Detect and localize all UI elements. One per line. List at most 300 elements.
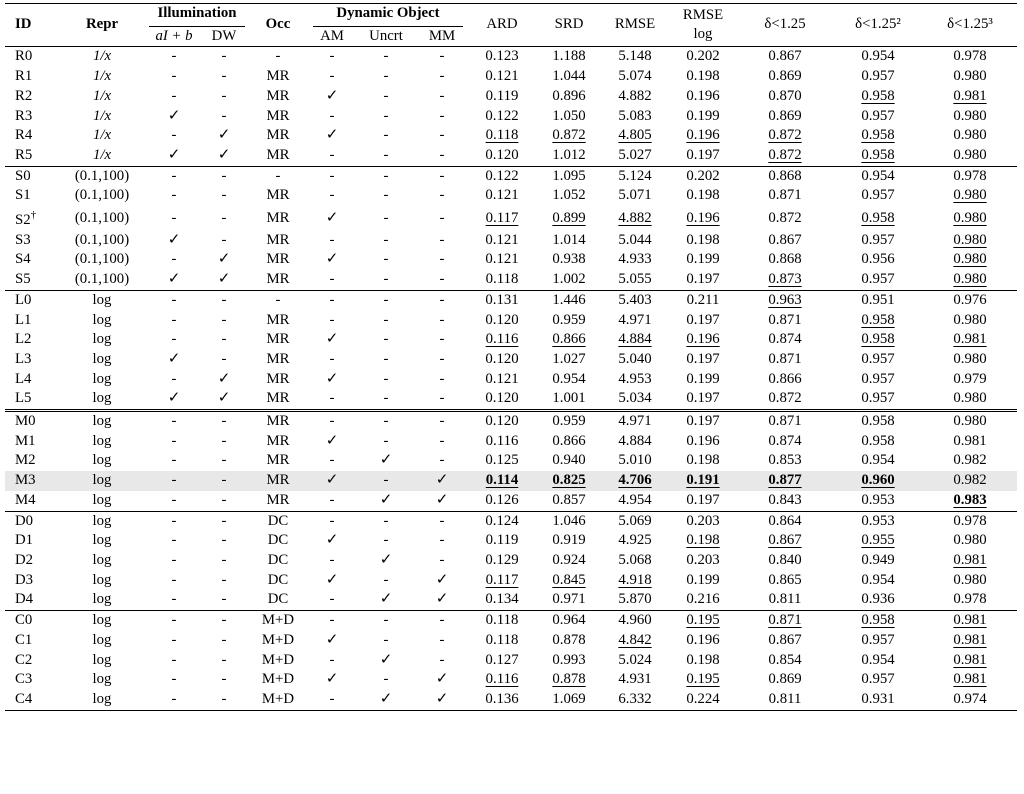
cell-illum-affine-value: - bbox=[171, 331, 177, 348]
cell-occ bbox=[247, 491, 309, 511]
cell-delta3-value: 0.979 bbox=[953, 370, 987, 387]
cell-repr-value: (0.1,100) bbox=[74, 251, 130, 268]
cell-ard-value: 0.114 bbox=[485, 472, 519, 489]
cell-delta2 bbox=[833, 47, 923, 67]
cell-delta1-value: 0.811 bbox=[768, 591, 802, 608]
cell-uncrt bbox=[355, 146, 417, 166]
cell-delta2 bbox=[833, 87, 923, 107]
cell-illum-affine-value: ✓ bbox=[167, 390, 181, 407]
cell-delta3 bbox=[923, 389, 1017, 410]
cell-repr-value: log bbox=[92, 651, 112, 668]
cell-am bbox=[309, 631, 355, 651]
cell-illum-affine bbox=[147, 471, 201, 491]
cell-rmse-value: 4.918 bbox=[618, 571, 652, 588]
cell-srd-value: 1.044 bbox=[552, 68, 586, 85]
cell-delta2 bbox=[833, 330, 923, 350]
cell-repr bbox=[57, 511, 147, 531]
cell-illum-affine-value: - bbox=[171, 127, 177, 144]
cell-am-value: - bbox=[329, 350, 335, 367]
cell-srd-value: 0.899 bbox=[552, 209, 586, 226]
cell-uncrt-value: ✓ bbox=[379, 491, 393, 508]
cell-uncrt-value: - bbox=[383, 350, 389, 367]
cell-repr bbox=[57, 551, 147, 571]
cell-occ-value: MR bbox=[266, 127, 290, 144]
cell-srd bbox=[537, 511, 601, 531]
cell-uncrt-value: - bbox=[383, 512, 389, 529]
cell-ard bbox=[467, 186, 537, 206]
cell-mm-value: ✓ bbox=[435, 472, 449, 489]
cell-uncrt-value: - bbox=[383, 311, 389, 328]
cell-illum-dw-value: - bbox=[221, 432, 227, 449]
cell-delta1-value: 0.871 bbox=[768, 413, 802, 430]
cell-mm bbox=[417, 511, 467, 531]
cell-illum-affine bbox=[147, 47, 201, 67]
cell-delta3 bbox=[923, 311, 1017, 331]
cell-illum-affine-value: - bbox=[171, 551, 177, 568]
cell-occ-value: MR bbox=[266, 432, 290, 449]
cell-am bbox=[309, 370, 355, 390]
cell-rmse bbox=[601, 551, 669, 571]
cell-illum-affine bbox=[147, 370, 201, 390]
cell-rmse-value: 4.931 bbox=[618, 671, 652, 688]
cell-ard-value: 0.119 bbox=[485, 87, 519, 104]
cell-uncrt bbox=[355, 590, 417, 610]
cell-rmse bbox=[601, 451, 669, 471]
cell-id bbox=[5, 491, 57, 511]
cell-mm bbox=[417, 370, 467, 390]
header-id: ID bbox=[5, 4, 57, 47]
cell-uncrt bbox=[355, 311, 417, 331]
cell-id bbox=[5, 166, 57, 186]
table-row bbox=[5, 231, 1017, 251]
cell-delta1-value: 0.873 bbox=[768, 271, 802, 288]
cell-illum-dw bbox=[201, 330, 247, 350]
cell-illum-dw-value: - bbox=[221, 187, 227, 204]
cell-uncrt bbox=[355, 206, 417, 231]
cell-mm-value: - bbox=[439, 68, 445, 85]
cell-rmse bbox=[601, 491, 669, 511]
cell-delta2-value: 0.958 bbox=[861, 146, 895, 163]
header-rmse: RMSE bbox=[601, 4, 669, 47]
table-row bbox=[5, 670, 1017, 690]
cell-id-value: L4 bbox=[15, 370, 32, 387]
cell-rmse-log bbox=[669, 590, 737, 610]
cell-delta3 bbox=[923, 146, 1017, 166]
cell-repr bbox=[57, 471, 147, 491]
cell-illum-dw bbox=[201, 250, 247, 270]
cell-uncrt-value: - bbox=[383, 251, 389, 268]
cell-ard-value: 0.116 bbox=[485, 432, 519, 449]
cell-occ-value: MR bbox=[266, 251, 290, 268]
cell-delta3-value: 0.974 bbox=[953, 690, 987, 707]
cell-rmse bbox=[601, 311, 669, 331]
cell-rmse-log-value: 0.202 bbox=[686, 48, 720, 65]
cell-repr-value: log bbox=[92, 331, 112, 348]
cell-mm-value: - bbox=[439, 350, 445, 367]
cell-illum-affine bbox=[147, 389, 201, 410]
cell-delta2-value: 0.954 bbox=[861, 571, 895, 588]
cell-repr bbox=[57, 47, 147, 67]
cell-rmse-value: 5.055 bbox=[618, 271, 652, 288]
cell-srd bbox=[537, 107, 601, 127]
cell-rmse bbox=[601, 126, 669, 146]
cell-rmse-value: 4.954 bbox=[618, 491, 652, 508]
cell-delta1-value: 0.867 bbox=[768, 231, 802, 248]
cell-delta2 bbox=[833, 471, 923, 491]
cell-delta2 bbox=[833, 670, 923, 690]
cell-srd bbox=[537, 551, 601, 571]
cell-illum-affine bbox=[147, 571, 201, 591]
cell-occ-value: MR bbox=[266, 231, 290, 248]
cell-rmse bbox=[601, 571, 669, 591]
cell-srd bbox=[537, 471, 601, 491]
cell-id-value: S1 bbox=[15, 187, 31, 204]
cell-mm bbox=[417, 250, 467, 270]
cell-rmse-log bbox=[669, 270, 737, 290]
cell-rmse-log bbox=[669, 206, 737, 231]
cell-repr bbox=[57, 411, 147, 432]
cell-repr bbox=[57, 107, 147, 127]
cell-mm bbox=[417, 631, 467, 651]
cell-rmse bbox=[601, 350, 669, 370]
cell-illum-affine bbox=[147, 290, 201, 310]
cell-delta3-value: 0.981 bbox=[953, 671, 987, 688]
cell-rmse bbox=[601, 290, 669, 310]
cell-rmse-log-value: 0.203 bbox=[686, 551, 720, 568]
cell-id-value: D1 bbox=[15, 532, 34, 549]
cell-rmse-value: 5.069 bbox=[618, 512, 652, 529]
cell-id-value: D4 bbox=[15, 591, 34, 608]
cell-ard-value: 0.117 bbox=[485, 209, 519, 226]
cell-illum-dw-value: - bbox=[221, 231, 227, 248]
cell-am-value: - bbox=[329, 491, 335, 508]
cell-srd-value: 0.872 bbox=[552, 127, 586, 144]
cell-rmse bbox=[601, 107, 669, 127]
cell-illum-dw bbox=[201, 126, 247, 146]
cell-occ-value: MR bbox=[266, 452, 290, 469]
cell-uncrt bbox=[355, 186, 417, 206]
cell-delta2-value: 0.957 bbox=[861, 631, 895, 648]
cell-illum-dw-value: - bbox=[221, 350, 227, 367]
cell-mm bbox=[417, 690, 467, 710]
cell-delta1-value: 0.867 bbox=[768, 532, 802, 549]
cell-rmse-log bbox=[669, 290, 737, 310]
cell-uncrt bbox=[355, 432, 417, 452]
cell-am-value: ✓ bbox=[325, 331, 339, 348]
cell-illum-dw bbox=[201, 370, 247, 390]
cell-delta1 bbox=[737, 551, 833, 571]
cell-srd bbox=[537, 631, 601, 651]
header-dyn-mm: MM bbox=[428, 27, 456, 44]
cell-ard bbox=[467, 690, 537, 710]
cell-repr bbox=[57, 451, 147, 471]
cell-ard-value: 0.131 bbox=[485, 291, 519, 308]
cell-occ bbox=[247, 389, 309, 410]
cell-illum-affine bbox=[147, 491, 201, 511]
cell-ard-value: 0.116 bbox=[485, 671, 519, 688]
cell-srd bbox=[537, 370, 601, 390]
cell-srd bbox=[537, 290, 601, 310]
cell-delta3 bbox=[923, 432, 1017, 452]
cell-illum-dw-value: - bbox=[221, 167, 227, 184]
cell-repr bbox=[57, 670, 147, 690]
table-row bbox=[5, 491, 1017, 511]
cell-am-value: ✓ bbox=[325, 532, 339, 549]
cell-ard-value: 0.125 bbox=[485, 452, 519, 469]
cell-ard bbox=[467, 491, 537, 511]
cell-occ bbox=[247, 451, 309, 471]
cell-occ-value: DC bbox=[267, 512, 289, 529]
cell-delta2 bbox=[833, 690, 923, 710]
cell-repr-value: log bbox=[92, 390, 112, 407]
cell-rmse-log-value: 0.196 bbox=[686, 209, 720, 226]
cell-ard bbox=[467, 231, 537, 251]
cell-occ-value: - bbox=[275, 291, 281, 308]
cell-delta2-value: 0.958 bbox=[861, 612, 895, 629]
cell-am-value: ✓ bbox=[325, 370, 339, 387]
cell-am-value: ✓ bbox=[325, 571, 339, 588]
cell-repr-value: log bbox=[92, 370, 112, 387]
cell-mm-value: - bbox=[439, 146, 445, 163]
cell-delta1 bbox=[737, 47, 833, 67]
cell-rmse-log bbox=[669, 350, 737, 370]
cell-illum-affine bbox=[147, 166, 201, 186]
cell-delta2-value: 0.957 bbox=[861, 187, 895, 204]
cell-id bbox=[5, 511, 57, 531]
cell-delta3-value: 0.980 bbox=[953, 350, 987, 367]
cell-rmse-log bbox=[669, 670, 737, 690]
cell-rmse-log bbox=[669, 471, 737, 491]
cell-id-value: C1 bbox=[15, 631, 33, 648]
cell-illum-dw-value: - bbox=[221, 413, 227, 430]
cell-rmse-value: 4.884 bbox=[618, 331, 652, 348]
cell-rmse-log bbox=[669, 311, 737, 331]
cell-ard-value: 0.123 bbox=[485, 48, 519, 65]
cell-id-value: C2 bbox=[15, 651, 33, 668]
cell-mm bbox=[417, 330, 467, 350]
cell-am bbox=[309, 451, 355, 471]
cell-illum-dw-value: - bbox=[221, 631, 227, 648]
cell-rmse-value: 5.870 bbox=[618, 591, 652, 608]
cell-am bbox=[309, 126, 355, 146]
cell-rmse-log bbox=[669, 330, 737, 350]
cell-repr-value: 1/x bbox=[92, 68, 112, 85]
cell-illum-dw-value: ✓ bbox=[217, 370, 231, 387]
cell-delta3-value: 0.981 bbox=[953, 612, 987, 629]
cell-delta1 bbox=[737, 531, 833, 551]
cell-delta3 bbox=[923, 551, 1017, 571]
cell-ard bbox=[467, 250, 537, 270]
cell-rmse bbox=[601, 146, 669, 166]
cell-illum-affine-value: ✓ bbox=[167, 350, 181, 367]
cell-rmse-value: 5.074 bbox=[618, 68, 652, 85]
cell-illum-affine-value: - bbox=[171, 68, 177, 85]
cell-rmse-value: 4.953 bbox=[618, 370, 652, 387]
cell-repr bbox=[57, 311, 147, 331]
cell-occ-value: M+D bbox=[261, 671, 295, 688]
cell-srd-value: 1.027 bbox=[552, 350, 586, 367]
cell-illum-dw-value: - bbox=[221, 612, 227, 629]
cell-rmse-log-value: 0.197 bbox=[686, 413, 720, 430]
cell-delta3 bbox=[923, 290, 1017, 310]
cell-srd-value: 1.002 bbox=[552, 271, 586, 288]
cell-rmse bbox=[601, 389, 669, 410]
cell-illum-dw bbox=[201, 350, 247, 370]
cell-rmse-value: 4.971 bbox=[618, 413, 652, 430]
cell-delta1-value: 0.869 bbox=[768, 671, 802, 688]
cell-ard bbox=[467, 370, 537, 390]
cell-repr bbox=[57, 250, 147, 270]
cell-delta3 bbox=[923, 411, 1017, 432]
cell-delta1 bbox=[737, 611, 833, 631]
cell-ard bbox=[467, 270, 537, 290]
cell-uncrt bbox=[355, 231, 417, 251]
cell-occ bbox=[247, 690, 309, 710]
cell-illum-dw bbox=[201, 471, 247, 491]
cell-srd-value: 1.188 bbox=[552, 48, 586, 65]
cell-illum-affine bbox=[147, 186, 201, 206]
cell-ard bbox=[467, 432, 537, 452]
cell-id bbox=[5, 47, 57, 67]
table-row bbox=[5, 87, 1017, 107]
cell-delta1-value: 0.868 bbox=[768, 167, 802, 184]
cell-mm-value: - bbox=[439, 291, 445, 308]
cell-uncrt-value: - bbox=[383, 48, 389, 65]
cell-rmse-log-value: 0.196 bbox=[686, 631, 720, 648]
cell-id-value: M1 bbox=[15, 432, 36, 449]
cell-delta3 bbox=[923, 590, 1017, 610]
cell-rmse bbox=[601, 87, 669, 107]
cell-delta3-value: 0.978 bbox=[953, 167, 987, 184]
cell-illum-dw bbox=[201, 511, 247, 531]
cell-ard-value: 0.118 bbox=[485, 271, 519, 288]
cell-illum-dw-value: - bbox=[221, 291, 227, 308]
cell-rmse bbox=[601, 631, 669, 651]
cell-uncrt bbox=[355, 370, 417, 390]
cell-id bbox=[5, 611, 57, 631]
cell-id-value: R3 bbox=[15, 107, 33, 124]
cell-id bbox=[5, 432, 57, 452]
cell-id bbox=[5, 651, 57, 671]
cell-occ bbox=[247, 651, 309, 671]
cell-illum-dw bbox=[201, 590, 247, 610]
cell-id bbox=[5, 590, 57, 610]
cell-delta1-value: 0.872 bbox=[768, 390, 802, 407]
cell-illum-dw bbox=[201, 231, 247, 251]
cell-rmse-log-value: 0.203 bbox=[686, 512, 720, 529]
header-dyn-uncrt: Uncrt bbox=[369, 27, 403, 44]
cell-id bbox=[5, 126, 57, 146]
cell-illum-dw bbox=[201, 551, 247, 571]
header-dynamic-label: Dynamic Object bbox=[313, 4, 463, 27]
cell-mm bbox=[417, 350, 467, 370]
cell-uncrt bbox=[355, 389, 417, 410]
cell-mm bbox=[417, 451, 467, 471]
cell-rmse-value: 5.148 bbox=[618, 48, 652, 65]
cell-repr-value: (0.1,100) bbox=[74, 209, 130, 226]
cell-delta3 bbox=[923, 690, 1017, 710]
cell-srd bbox=[537, 206, 601, 231]
cell-srd bbox=[537, 186, 601, 206]
cell-srd bbox=[537, 389, 601, 410]
cell-repr bbox=[57, 432, 147, 452]
cell-delta2-value: 0.958 bbox=[861, 311, 895, 328]
cell-repr-value: 1/x bbox=[92, 146, 112, 163]
cell-rmse-log bbox=[669, 47, 737, 67]
cell-am-value: - bbox=[329, 651, 335, 668]
cell-illum-dw bbox=[201, 611, 247, 631]
cell-repr bbox=[57, 611, 147, 631]
cell-ard-value: 0.124 bbox=[485, 512, 519, 529]
cell-rmse-log bbox=[669, 67, 737, 87]
cell-rmse-value: 4.882 bbox=[618, 87, 652, 104]
cell-occ-value: DC bbox=[267, 532, 289, 549]
cell-illum-dw-value: - bbox=[221, 571, 227, 588]
table-row bbox=[5, 511, 1017, 531]
cell-delta2-value: 0.954 bbox=[861, 48, 895, 65]
cell-occ bbox=[247, 67, 309, 87]
cell-am-value: - bbox=[329, 48, 335, 65]
cell-rmse bbox=[601, 411, 669, 432]
cell-ard bbox=[467, 551, 537, 571]
cell-rmse-log bbox=[669, 531, 737, 551]
cell-delta2 bbox=[833, 571, 923, 591]
cell-rmse-log bbox=[669, 166, 737, 186]
cell-mm-value: - bbox=[439, 631, 445, 648]
cell-occ bbox=[247, 186, 309, 206]
cell-illum-affine bbox=[147, 250, 201, 270]
cell-delta1-value: 0.871 bbox=[768, 612, 802, 629]
header-srd: SRD bbox=[537, 4, 601, 47]
cell-occ-value: M+D bbox=[261, 631, 295, 648]
cell-mm bbox=[417, 389, 467, 410]
cell-delta1-value: 0.869 bbox=[768, 107, 802, 124]
cell-uncrt-value: - bbox=[383, 87, 389, 104]
cell-am bbox=[309, 551, 355, 571]
cell-id bbox=[5, 531, 57, 551]
cell-am bbox=[309, 47, 355, 67]
cell-delta2 bbox=[833, 551, 923, 571]
cell-repr-value: log bbox=[92, 512, 112, 529]
cell-delta3-value: 0.978 bbox=[953, 512, 987, 529]
cell-uncrt bbox=[355, 651, 417, 671]
cell-ard bbox=[467, 631, 537, 651]
cell-mm-value: - bbox=[439, 370, 445, 387]
cell-illum-affine bbox=[147, 330, 201, 350]
cell-occ-value: DC bbox=[267, 571, 289, 588]
cell-delta3-value: 0.980 bbox=[953, 231, 987, 248]
cell-delta3 bbox=[923, 166, 1017, 186]
cell-am bbox=[309, 411, 355, 432]
cell-illum-dw-value: - bbox=[221, 551, 227, 568]
cell-repr bbox=[57, 631, 147, 651]
cell-occ bbox=[247, 432, 309, 452]
cell-id-value: C4 bbox=[15, 690, 33, 707]
table-row bbox=[5, 290, 1017, 310]
cell-rmse bbox=[601, 186, 669, 206]
cell-srd-value: 0.866 bbox=[552, 331, 586, 348]
cell-illum-dw bbox=[201, 432, 247, 452]
cell-occ bbox=[247, 631, 309, 651]
cell-am bbox=[309, 491, 355, 511]
cell-delta1 bbox=[737, 571, 833, 591]
cell-delta1 bbox=[737, 186, 833, 206]
cell-id bbox=[5, 551, 57, 571]
cell-am-value: - bbox=[329, 690, 335, 707]
header-delta2: δ<1.25² bbox=[833, 4, 923, 47]
cell-illum-dw bbox=[201, 47, 247, 67]
cell-uncrt-value: - bbox=[383, 432, 389, 449]
